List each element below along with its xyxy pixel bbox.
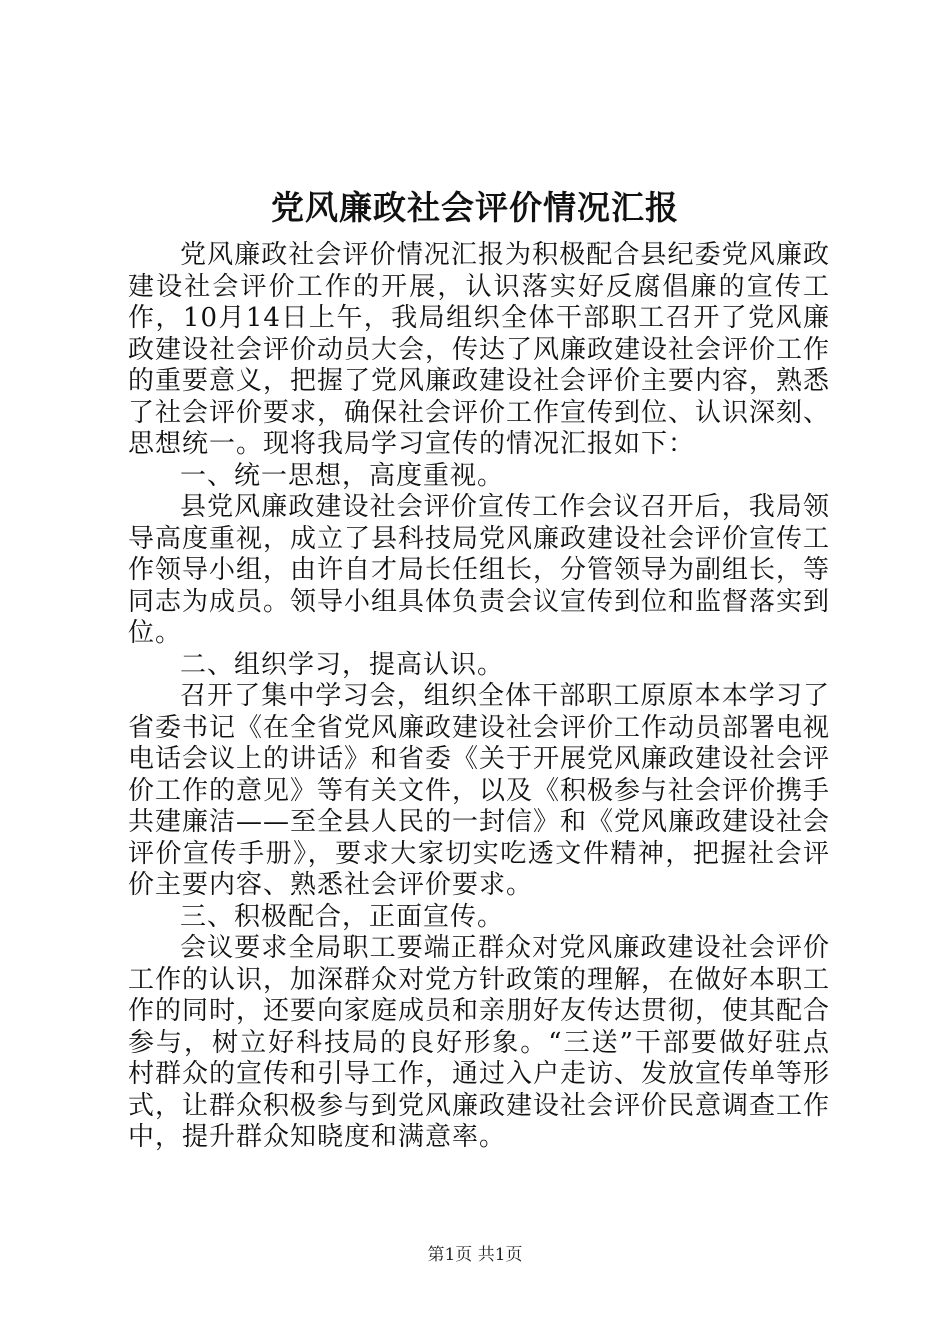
section-paragraph-3: 会议要求全局职工要端正群众对党风廉政建设社会评价工作的认识，加深群众对党方针政策的理解，在做好本职工作的同时，还要向家庭成员和亲朋好友传达贯彻，使其配合参与，树立好科技局的良好形象。“三送”干部要做好驻点村群众的宣传和引导工作，通过入户走访、发放宣传单等形式，让群众积极参与到党风廉政建设社会评价民意调查工作中，提升群众知晓度和满意率。 <box>128 933 831 1152</box>
page-footer: 第1页 共1页 <box>427 1245 523 1265</box>
section-paragraph-1: 县党风廉政建设社会评价宣传工作会议召开后，我局领导高度重视，成立了县科技局党风廉政建设社会评价宣传工作领导小组，由许自才局长任组长，分管领导为副组长，等同志为成员。领导小组具体负责会议宣传到位和监督落实到位。 <box>128 492 831 648</box>
intro-paragraph: 党风廉政社会评价情况汇报为积极配合县纪委党风廉政建设社会评价工作的开展，认识落实好反腐倡廉的宣传工作，10月14日上午，我局组织全体干部职工召开了党风廉政建设社会评价动员大会，传达了风廉政建设社会评价工作的重要意义，把握了党风廉政建设社会评价主要内容，熟悉了社会评价要求，确保社会评价工作宣传到位、认识深刻、思想统一。现将我局学习宣传的情况汇报如下： <box>128 240 831 459</box>
section-heading-3: 三、积极配合，正面宣传。 <box>180 901 505 932</box>
document-body <box>128 240 830 1154</box>
section-paragraph-2: 召开了集中学习会，组织全体干部职工原原本本学习了省委书记《在全省党风廉政建设社会评价工作动员部署电视电话会议上的讲话》和省委《关于开展党风廉政建设社会评价工作的意见》等有关文件，以及《积极参与社会评价携手共建廉洁——至全县人民的一封信》和《党风廉政建设社会评价宣传手册》，要求大家切实吃透文件精神，把握社会评价主要内容、熟悉社会评价要求。 <box>128 681 831 900</box>
section-heading-1: 一、统一思想，高度重视。 <box>180 460 505 491</box>
document-title: 党风廉政社会评价情况汇报 <box>271 188 679 227</box>
section-heading-2: 二、组织学习，提高认识。 <box>180 649 505 680</box>
